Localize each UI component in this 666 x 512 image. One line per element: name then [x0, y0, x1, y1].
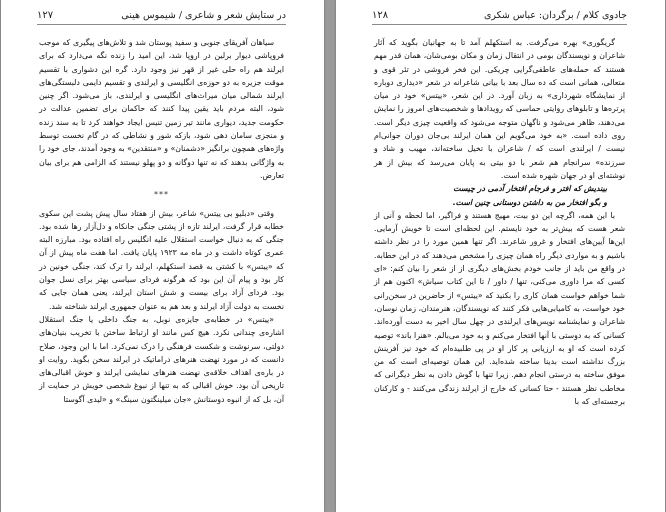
section-separator: ***: [154, 190, 169, 200]
paragraph: سیاهان آفریقای جنوبی و سفید پوستان شد و تلاش‌های پیگیری که موجب فروپاشی دیوار برلین در اروپا شد، این امید را زنده نگه می‌دارد که برای ایرلند هم راه حلی غیر از قهر نیز وجود دارد. گره این دشواری با تقسیم موقت جزیره به دو حوزه‌ی انگلیسی و ایرلندی و تقسیم دایمی دلبستگی‌های ایرلند شمالی میان میراث‌های انگلیسی و ایرلندی، باز می‌شود. اگر چنین شود، البته مردم باید یقین پیدا کنند که حاکمان برای تضمین عدالت در حکومت جدید، دیواری مانند تیر زمین تنیس ایجاد خواهند کرد تا به سند زنده و منجزی سامان دهی شود، بازکه شور و نشاطی که در گام نخست توسط واژه‌های همچون برانگیز «دشمنان» و «منتقدین» به وجود آمدند، جای خود را به واژگانی بدهند که نه تنها دوگانه و دو پهلو نیستند که الزامی هم برای بیان تعارض.: [39, 38, 284, 180]
page-body: [374, 36, 625, 408]
page-body: [39, 36, 284, 406]
paragraph: وقتی «دبلیو بی ییتس» شاعر، بیش از هفتاد سال پیش پشت این سکوی خطابه قرار گرفت، ایرلند تازه از پشتی جنگی جانکاه و دل‌آزار رها شده بود. جنگی که به دنبال خواست استقلال علیه انگلیس راه افتاده بود. مبارزه البته عمری کوتاه داشت و در ماه مه ۱۹۲۳ پایان یافت. اما هفت ماه پیش از آن که «ییتس» با کشتی به قصد استکهلم، ایرلند را ترک کند، جنگی خونین در کار بود و پیام آن این بود که هرگونه فردای سیاسی بهتر برای نسل جوان بود. فردای آزاد برای بیست و شش استان ایرلند، یعنی همان جایی که نخست به دولت آزاد ایرلند و بعد هم به عنوان جمهوری ایرلند شناخته شد.: [39, 208, 285, 311]
page-number: ۱۲۸: [372, 9, 389, 21]
verse-line: بیندیش که افتر و فرجام افتخار آدمی در چیست: [453, 184, 607, 194]
verse-line: و بگو افتخار من به داشتن دوستانی چنین است.: [452, 197, 607, 207]
paragraph: با این همه، اگرچه این دو بیت، مهیج هستند و فراگیر، اما لحظه و آنی از شعر هست که بیش‌تر به خود نایستم. این لحظه‌ای است تا خویش آرمایی. این‌ها آیین‌های افتخار و غرور شاعرند. اگر تنها همین مورد را در نظر داشته باشیم و به مواردی دیگر راه همان چیزی را مشخص می‌دهند که در این خطابه. در واقع من باید از جانب خودم بخش‌های دیگری از از شعر را بیان کنم: «ای کسی که مرا داوری می‌کنی، تنها / داور / تا این کتاب سیاش» اکنون هم از شما خواهم خواست همان کاری را بکنید که «ییتس» از حاضرین در سخن‌رانی خود خواست، به کامیابی‌هایی فکر کنند که نویسندگان، هنرمندان، زمان نوسان، شاعران و نمایشنامه نویس‌های ایرلندی در چهل سال اخیر به دست آورده‌اند. کسانی که به دوستی با آنها افتخار می‌کنم و به خود می‌بالم. «هنرا باند» توصیه کرده است که او به ارزیابی پر کار او در پی طلبیده‌ام که خود نیز آفرینش بزرگ نداشته است بدینا ساخته شده‌اید. این همان توصیه‌ای است که من موفق ساخته به درستی انجام دهم. زیرا تنها با گوش دادن به نظر دیگرانی که مخاطب نظر هستند - حتا کسانی که خارج از ایرلند زندگی می‌کنند - و کارکنان برجسته‌ای که با: [374, 210, 625, 407]
paragraph: گریگوری» بهره می‌گرفت. به استکهلم آمد تا به جهانیان بگوید که آثار شاعران و نویسندگان بومی در انتقال زمان و مکان بومی‌شان، همان قدر مهم هستند که حمله‌های عاطفی‌گرایی چریکی. این فخر فروشی در تئر قوی و متعالی، همانی است که ده سال بعد با بیانی شاعرانه در شعر «دیداری دوباره از نمایشگاه شهرداری» به زبان آورد. در این شعر، «ییتس» خود در میان پرتره‌ها و تابلوهای روایتی حماسی که رویدادها و شخصیت‌های امروز را نمایش می‌دهند، ظاهر می‌شود و ناگهان متوجه می‌شود که واقعیت چیزی دیگر است. روی داده است. «به خود می‌گویم این همان ایرلند بی‌جان دوران جوانی‌ام نیست / ایرلندی است که / شاعران با تخیل ساخته‌اند، مهیب و شاد و سرزنده» سرانجام هم شعر با دو بیتی به پایان می‌رسد که بیش از هر نوشته‌ای او در جهان شهره شده است.: [374, 38, 625, 180]
page-header: [372, 6, 627, 25]
paragraph: «ییتس» در خطابه‌ی جایزه‌ی نوبل، به جنگ داخلی یا جنگ استقلال اشاره‌ی چندانی نکرد. هیچ کس مانند او ارتباط ساختن با تخریب بنیان‌های دولتی، سرنوشت و شکست فرهنگی را درک نمی‌کرد. اما با این وجود، صلاح دانست که در مورد نهضت هنرهای دراماتیک در ایرلند سخن بگوید. روایت او در باره‌ی اهداف خلاقه‌ی نهضت هنرهای نمایشی ایرلند و خوش اقبالی‌های تاریخی آن بود. خوش اقبالی که به تنها از نبوغ شخصی خویش در حمایت از آن، بل که از انبوه دوستانش «جان میلینگتون سینگ» و «لیدی آگوستا: [39, 314, 284, 404]
page-number: ۱۲۷: [37, 9, 54, 21]
page-title: در ستایش شعر و شاعری / شیموس هینی: [121, 9, 286, 21]
left-page: [1, 0, 324, 512]
page-title: جادوی کلام / برگردان: عباس شکری: [483, 9, 627, 21]
page-header: [37, 6, 286, 25]
right-page: [336, 0, 665, 512]
